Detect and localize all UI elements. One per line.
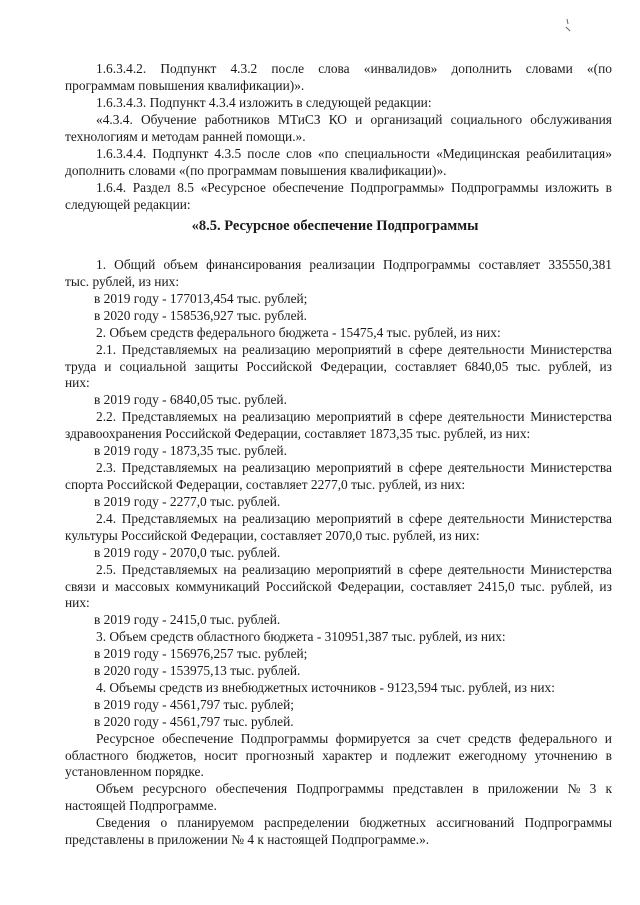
paragraph-line: в 2020 году - 158536,927 тыс. рублей. xyxy=(94,308,308,323)
paragraph-line: в 2019 году - 2070,0 тыс. рублей. xyxy=(94,545,281,560)
paragraph-line: 2.2. Представляемых на реализацию мероприятий в сфере деятельности Министерства xyxy=(96,409,612,424)
paragraph-line: технологиям и методам ранней помощи.». xyxy=(65,128,306,144)
paragraph-line: 2.4. Представляемых на реализацию мероприятий в сфере деятельности Министерства xyxy=(96,511,612,526)
paragraph-line: дополнить словами «(по программам повышения квалификации)». xyxy=(65,162,447,178)
paragraph-line: них: xyxy=(65,595,90,610)
paragraph-line: культуры Российской Федерации, составляет 2070,0 тыс. рублей, из них: xyxy=(65,527,480,543)
paragraph-line: в 2019 году - 156976,257 тыс. рублей; xyxy=(94,646,308,661)
paragraph-line: 1.6.4. Раздел 8.5 «Ресурсное обеспечение Подпрограммы» Подпрограммы изложить в xyxy=(96,180,612,195)
paragraph-line: 1.6.3.4.3. Подпункт 4.3.4 изложить в следующей редакции: xyxy=(96,95,432,110)
paragraph-line: 2.1. Представляемых на реализацию мероприятий в сфере деятельности Министерства xyxy=(96,342,612,357)
paragraph-line: областного бюджетов, носит прогнозный характер и подлежит ежегодному уточнению в xyxy=(65,747,612,763)
paragraph-line: труда и социальной защиты Российской Федерации, составляет 6840,05 тыс. рублей, из xyxy=(65,358,612,374)
paragraph-line: спорта Российской Федерации, составляет 2277,0 тыс. рублей, из них: xyxy=(65,476,466,492)
paragraph-line: в 2020 году - 153975,13 тыс. рублей. xyxy=(94,663,301,678)
paragraph-line: них: xyxy=(65,375,90,390)
paragraph-line: Ресурсное обеспечение Подпрограммы формируется за счет средств федерального и xyxy=(96,731,612,746)
paragraph-line: в 2019 году - 1873,35 тыс. рублей. xyxy=(94,443,287,458)
paragraph-line: 3. Объем средств областного бюджета - 310951,387 тыс. рублей, из них: xyxy=(96,629,506,644)
paragraph-line: в 2020 году - 4561,797 тыс. рублей. xyxy=(94,714,294,729)
paragraph-line: следующей редакции: xyxy=(65,196,191,212)
section-heading: «8.5. Ресурсное обеспечение Подпрограммы xyxy=(191,218,479,234)
paragraph-line: тыс. рублей, из них: xyxy=(65,273,180,289)
paragraph-line: в 2019 году - 2415,0 тыс. рублей. xyxy=(94,612,281,627)
paragraph-line: Сведения о планируемом распределении бюджетных ассигнований Подпрограммы xyxy=(96,815,612,830)
paragraph-line: Объем ресурсного обеспечения Подпрограммы представлен в приложении № 3 к xyxy=(96,781,612,796)
paragraph-line: 4. Объемы средств из внебюджетных источников - 9123,594 тыс. рублей, из них: xyxy=(96,680,555,695)
paragraph-line: 2.5. Представляемых на реализацию мероприятий в сфере деятельности Министерства xyxy=(96,562,612,577)
pen-mark-icon xyxy=(564,18,574,32)
paragraph-line: в 2019 году - 177013,454 тыс. рублей; xyxy=(94,291,308,306)
paragraph-line: представлены в приложении № 4 к настоящей Подпрограмме.». xyxy=(65,831,430,847)
paragraph-line: связи и массовых коммуникаций Российской Федерации, составляет 2415,0 тыс. рублей, из xyxy=(65,578,612,594)
paragraph-line: здравоохранения Российской Федерации, составляет 1873,35 тыс. рублей, из них: xyxy=(65,425,531,441)
paragraph-line: настоящей Подпрограмме. xyxy=(65,797,217,813)
paragraph-line: в 2019 году - 4561,797 тыс. рублей; xyxy=(94,697,295,712)
paragraph-line: в 2019 году - 2277,0 тыс. рублей. xyxy=(94,494,281,509)
paragraph-line: «4.3.4. Обучение работников МТиСЗ КО и организаций социального обслуживания xyxy=(96,112,612,127)
paragraph-line: 2.3. Представляемых на реализацию мероприятий в сфере деятельности Министерства xyxy=(96,460,612,475)
paragraph-line: программам повышения квалификации)». xyxy=(65,77,305,93)
paragraph-line: 1.6.3.4.4. Подпункт 4.3.5 после слов «по специальности «Медицинская реабилитация» xyxy=(96,146,612,161)
paragraph-line: установленном порядке. xyxy=(65,764,204,779)
paragraph-line: 1.6.3.4.2. Подпункт 4.3.2 после слова «инвалидов» дополнить словами «(по xyxy=(96,61,612,76)
paragraph-line: в 2019 году - 6840,05 тыс. рублей. xyxy=(94,392,287,407)
paragraph-line: 1. Общий объем финансирования реализации Подпрограммы составляет 335550,381 xyxy=(96,257,612,272)
paragraph-line: 2. Объем средств федерального бюджета - 15475,4 тыс. рублей, из них: xyxy=(96,325,501,340)
